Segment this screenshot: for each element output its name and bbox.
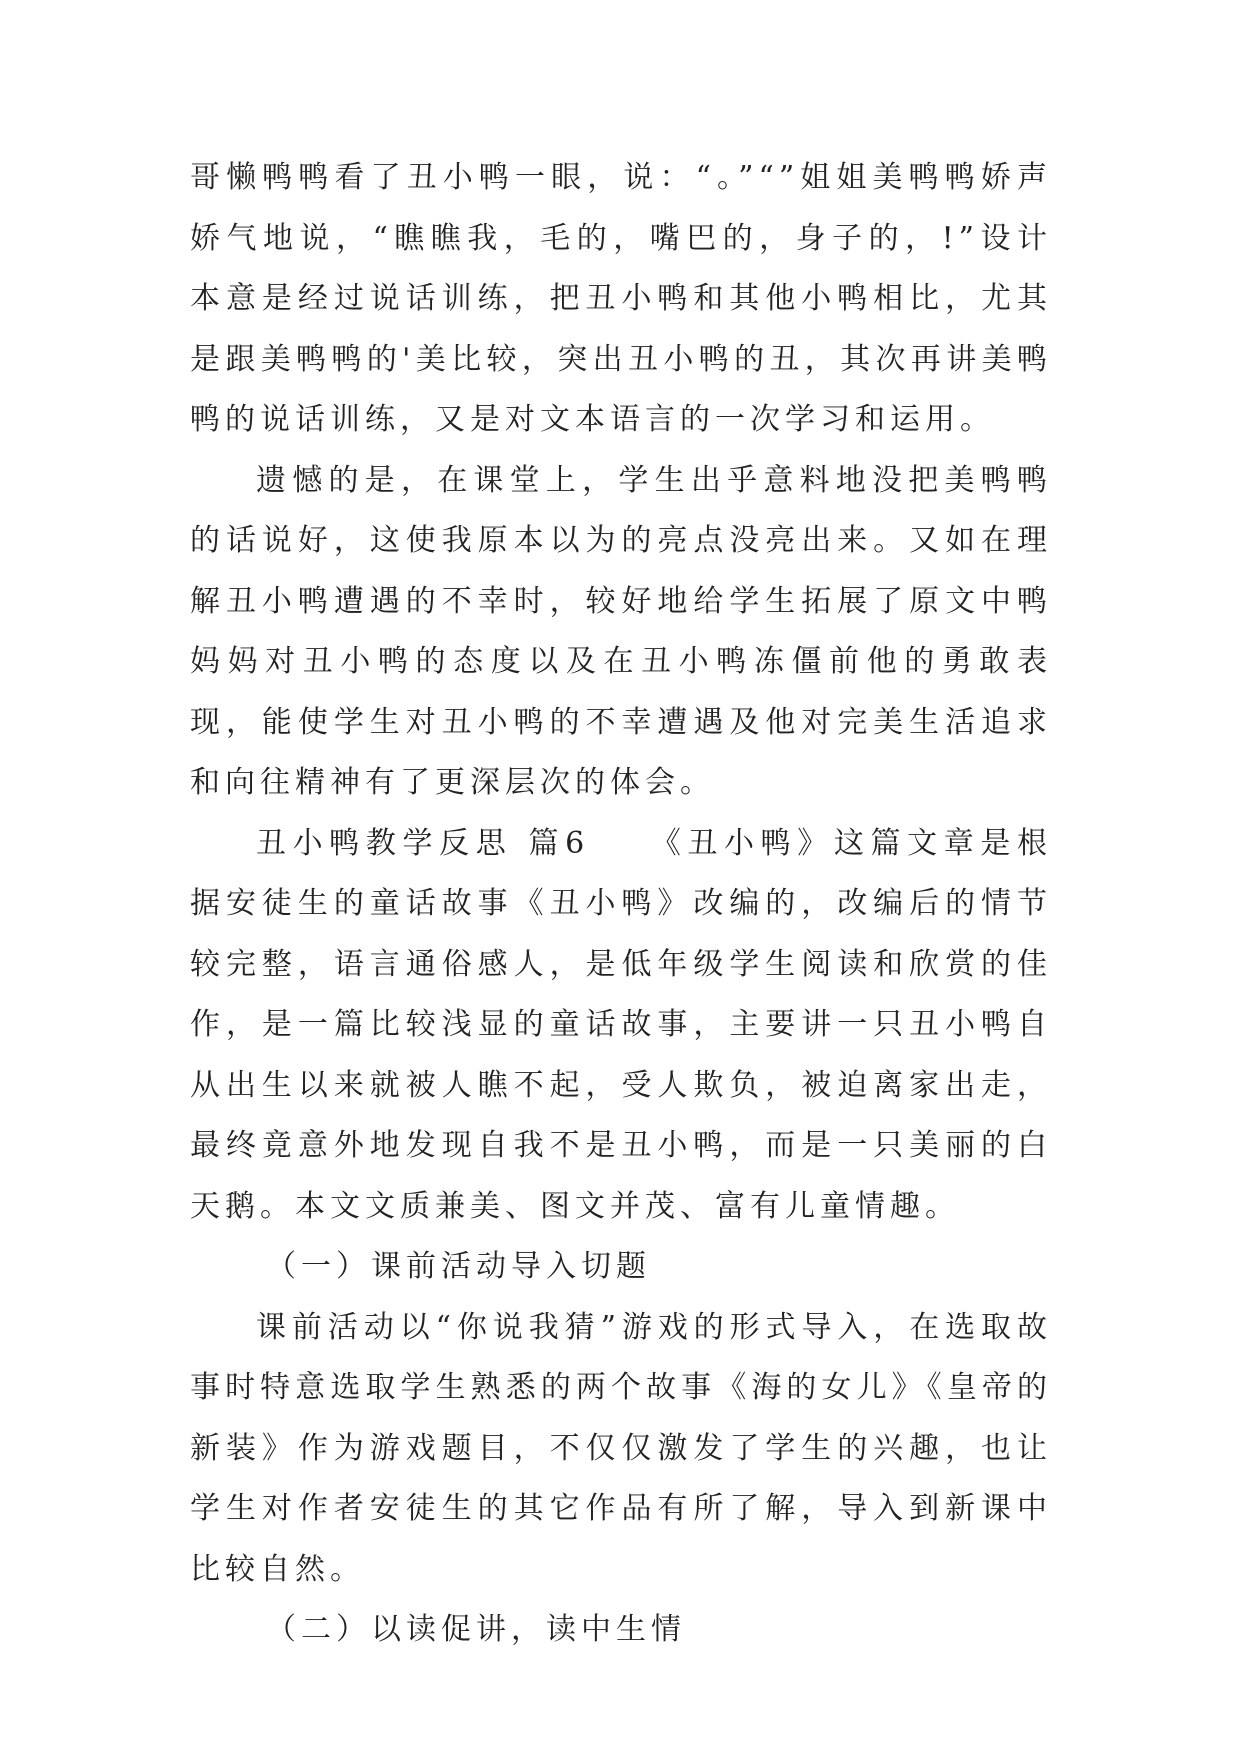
- paragraph-after-subheading-1: 课前活动以“你说我猜”游戏的形式导入，在选取故事时特意选取学生熟悉的两个故事《海的女儿》《皇帝的新装》作为游戏题目，不仅仅激发了学生的兴趣，也让学生对作者安徒生的其它作品有所了解，导入到新课中比较自然。: [190, 1309, 1052, 1587]
- document-body: [190, 148, 1052, 1661]
- section-title: 丑小鸭教学反思 篇6: [256, 825, 590, 861]
- subheading-2: （二）以读促讲，读中生情: [266, 1612, 686, 1647]
- paragraph-2: 遗憾的是，在课堂上，学生出乎意料地没把美鸭鸭的话说好，这使我原本以为的亮点没亮出来。又如在理解丑小鸭遭遇的不幸时，较好地给学生拓展了原文中鸭妈妈对丑小鸭的态度以及在丑小鸭冻僵前他的勇敢表现，能使学生对丑小鸭的不幸遭遇及他对完美生活追求和向往精神有了更深层次的体会。: [190, 462, 1052, 800]
- subheading-1: （一）课前活动导入切题: [266, 1249, 651, 1284]
- section-text: 《丑小鸭》这篇文章是根据安徒生的童话故事《丑小鸭》改编的，改编后的情节较完整，语言通俗感人，是低年级学生阅读和欣赏的佳作，是一篇比较浅显的童话故事，主要讲一只丑小鸭自从出生以来就被人瞧不起，受人欺负，被迫离家出走，最终竟意外地发现自我不是丑小鸭，而是一只美丽的白天鹅。本文文质兼美、图文并茂、富有儿童情趣。: [190, 825, 1053, 1224]
- paragraph-1: 哥懒鸭鸭看了丑小鸭一眼，说：“。”“”姐姐美鸭鸭娇声娇气地说，“瞧瞧我，毛的，嘴巴的，身子的，!”设计本意是经过说话训练，把丑小鸭和其他小鸭相比，尤其是跟美鸭鸭的'美比较，突出丑小鸭的丑，其次再讲美鸭鸭的说话训练，又是对文本语言的一次学习和运用。: [190, 160, 1052, 437]
- section-paragraph: [190, 814, 1052, 1238]
